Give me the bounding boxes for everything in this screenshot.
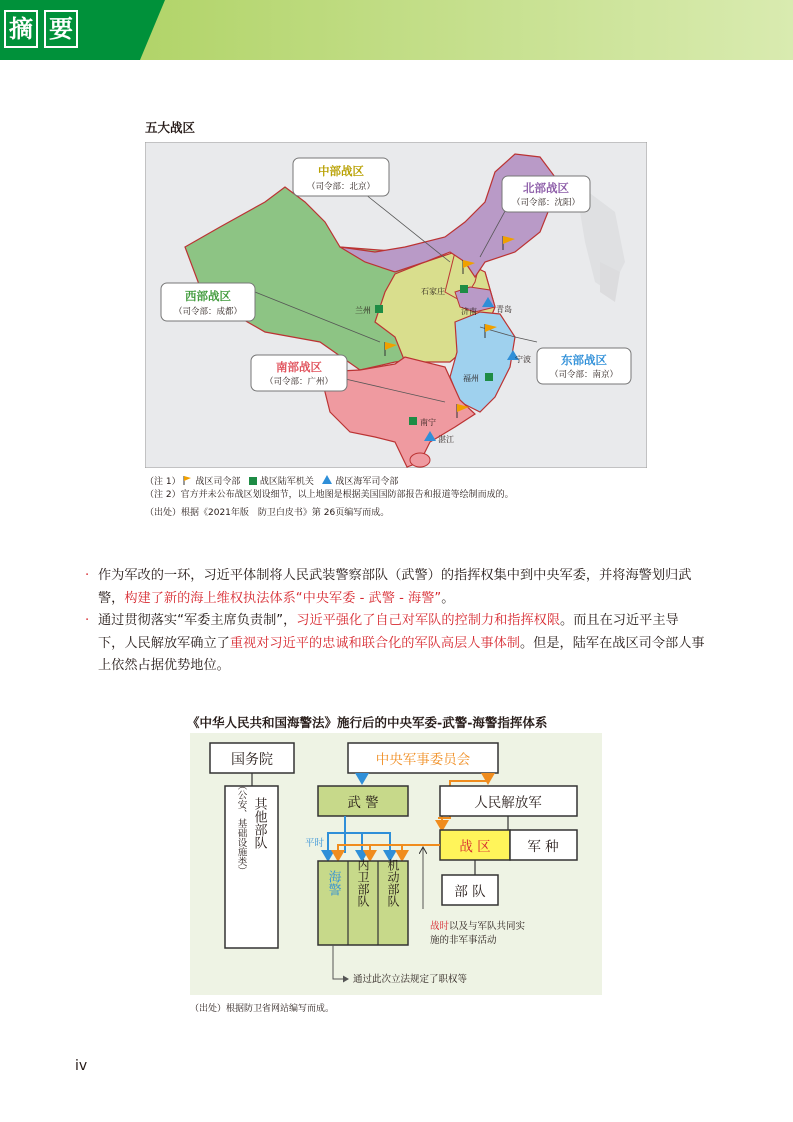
western-theater-callout bbox=[161, 283, 255, 321]
western-theater-name: 西部战区 bbox=[185, 289, 231, 303]
legend-navy-label: 战区海军司令部 bbox=[335, 477, 399, 487]
bullet-segment: 作为军改的一环，习近平体制将人民武装警察部队（武警）的指挥权集中到中央军委，并将海警划归武警， bbox=[98, 568, 692, 606]
hq-flag-icon bbox=[183, 476, 192, 485]
southern-theater-name: 南部战区 bbox=[276, 360, 322, 374]
bullet-segment: 通过贯彻落实“军委主席负责制”， bbox=[98, 613, 297, 628]
org-chart bbox=[190, 733, 602, 995]
central-theater-hq: （司令部：北京） bbox=[306, 182, 376, 192]
bullet-segment-highlight: 习近平强化了自己对军队的控制力和指挥权限 bbox=[296, 613, 561, 628]
eastern-theater-name: 东部战区 bbox=[561, 353, 607, 367]
section-title bbox=[4, 10, 114, 52]
bullet-item bbox=[85, 565, 705, 610]
other-depts-sub: （公安、基础设施类） bbox=[235, 780, 247, 876]
legend-ground-label: 战区陆军机关 bbox=[259, 477, 314, 487]
section-title-char: 摘 bbox=[4, 10, 38, 48]
theater-map bbox=[145, 142, 647, 468]
central-theater-name: 中部战区 bbox=[318, 164, 364, 178]
bullet-segment: 。而且在习近平主导下，人民解放军确立了 bbox=[98, 613, 679, 651]
ground-army-icon bbox=[249, 477, 257, 485]
bullet-segment: 。但是，陆军在战区司令部人事上依然占据优势地位。 bbox=[98, 635, 705, 673]
org-chart-caption: 《中华人民共和国海警法》施行后的中央军委-武警-海警指挥体系 bbox=[187, 715, 548, 730]
city-label: 石家庄 bbox=[421, 287, 445, 296]
map-note-2: （注 2）官方并未公布战区划设细节，以上地图是根据美国国防部报告和报道等绘制而成的。 bbox=[145, 490, 514, 500]
service-label: 军 种 bbox=[527, 839, 559, 855]
eastern-theater-hq: （司令部：南京） bbox=[549, 370, 619, 380]
section-title-char: 要 bbox=[44, 10, 78, 48]
southern-theater-hq: （司令部：广州） bbox=[264, 377, 334, 387]
city-label: 青岛 bbox=[496, 305, 512, 314]
map-legend bbox=[145, 475, 398, 489]
bullet-dot: · bbox=[85, 613, 90, 628]
ground-army-marker bbox=[460, 285, 468, 293]
cmc-label: 中央军事委员会 bbox=[375, 752, 471, 768]
ground-army-marker bbox=[485, 373, 493, 381]
navy-triangle-icon bbox=[322, 475, 332, 484]
mobile-units-label: 机动部队 bbox=[386, 859, 400, 907]
northern-theater-name: 北部战区 bbox=[523, 181, 569, 195]
theater-label: 战 区 bbox=[459, 839, 491, 855]
bullet-text-1 bbox=[98, 565, 705, 610]
header-band bbox=[0, 0, 793, 60]
bullet-list bbox=[85, 565, 705, 678]
city-label: 济南 bbox=[461, 307, 477, 316]
northern-theater-hq: （司令部：沈阳） bbox=[511, 198, 581, 208]
pla-label: 人民解放军 bbox=[474, 795, 542, 811]
internal-guard-label: 内卫部队 bbox=[356, 859, 370, 907]
org-chart-source: （出处）根据防卫省网站编写而成。 bbox=[190, 1004, 335, 1014]
city-label: 福州 bbox=[463, 374, 479, 383]
state-council-label: 国务院 bbox=[231, 752, 273, 768]
wartime-note-line2: 施的非军事活动 bbox=[430, 935, 497, 946]
eastern-theater-callout bbox=[537, 348, 631, 384]
bullet-segment-highlight: 重视对习近平的忠诚和联合化的军队高层人事体制 bbox=[229, 635, 520, 651]
map-source: （出处）根据《2021年版 防卫白皮书》第 26页编写而成。 bbox=[145, 508, 390, 518]
page-number: iv bbox=[75, 1058, 88, 1074]
city-label: 湛江 bbox=[438, 435, 454, 444]
ground-army-marker bbox=[409, 417, 417, 425]
coast-guard-label: 海警 bbox=[325, 870, 341, 896]
city-label: 兰州 bbox=[355, 306, 371, 315]
peacetime-label: 平时 bbox=[305, 838, 325, 849]
northern-theater-callout bbox=[502, 176, 590, 212]
bullet-text-2 bbox=[98, 610, 705, 678]
wartime-note-line1: 战时以及与军队共同实 bbox=[430, 921, 526, 932]
bullet-item bbox=[85, 610, 705, 678]
southern-theater-callout bbox=[251, 355, 347, 391]
bullet-segment-highlight: 构建了新的海上维权执法体系“中央军委 - 武警 - 海警” bbox=[124, 590, 442, 606]
map-caption: 五大战区 bbox=[145, 120, 196, 135]
other-depts-label: 其他部队 bbox=[251, 797, 267, 849]
bullet-segment: 。 bbox=[441, 590, 455, 606]
ground-army-marker bbox=[375, 305, 383, 313]
city-label: 南宁 bbox=[420, 418, 436, 427]
units-label: 部 队 bbox=[454, 884, 486, 900]
law-note: 通过此次立法规定了职权等 bbox=[353, 974, 468, 985]
legend-note-tag: （注 1） bbox=[145, 477, 181, 487]
central-theater-callout bbox=[293, 158, 389, 196]
city-label: 宁波 bbox=[515, 355, 531, 364]
legend-hq-label: 战区司令部 bbox=[195, 477, 241, 487]
western-theater-hq: （司令部：成都） bbox=[173, 307, 243, 317]
bullet-dot: · bbox=[85, 568, 90, 583]
pap-label: 武 警 bbox=[347, 795, 379, 811]
